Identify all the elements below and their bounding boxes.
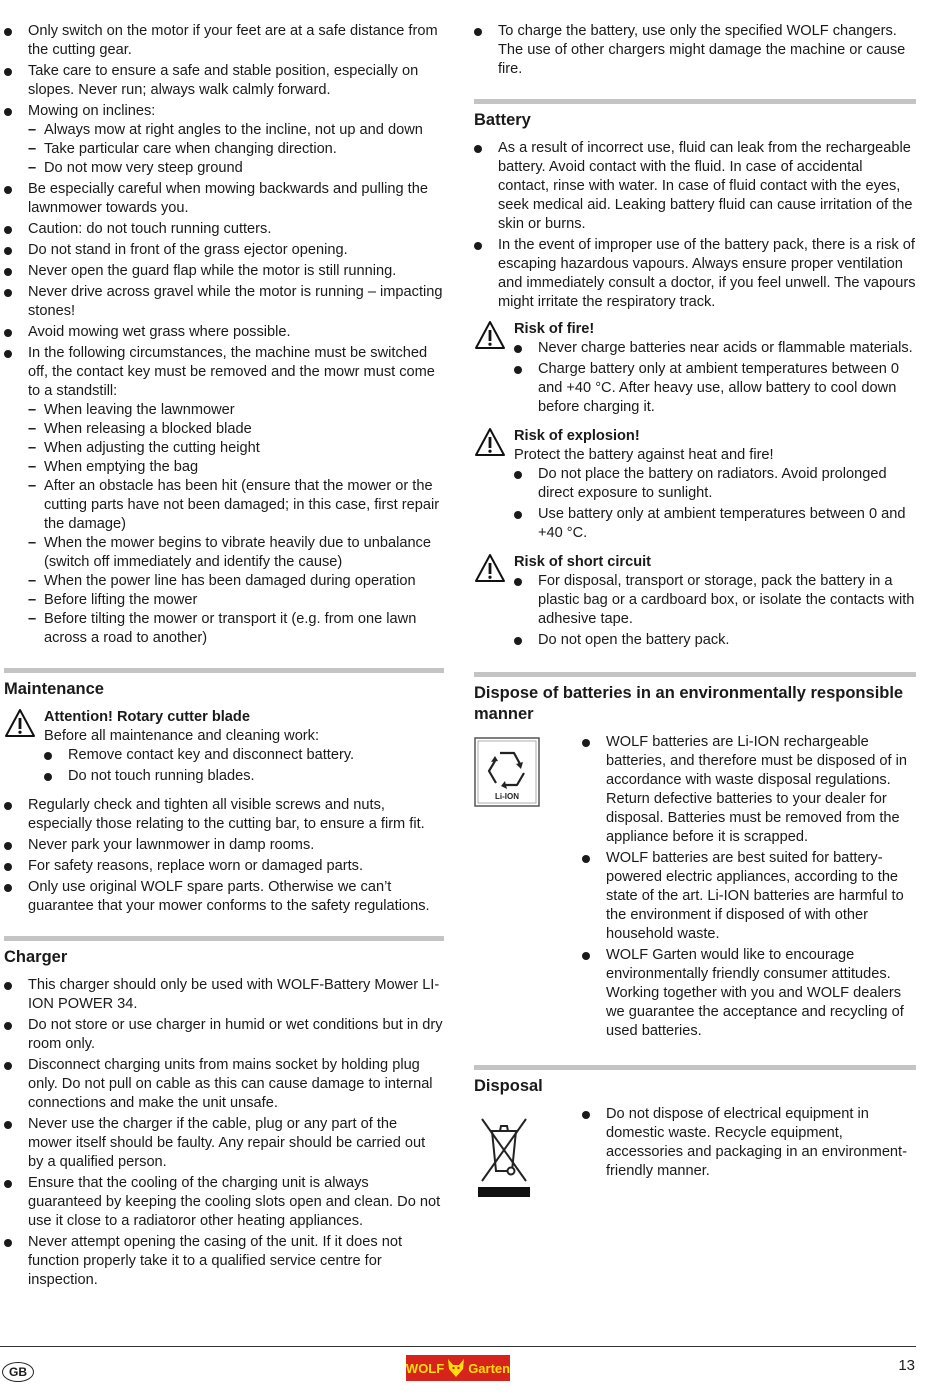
logo-text-left: WOLF [405, 1360, 445, 1376]
list-item: For disposal, transport or storage, pack the battery in a plastic bag or a cardboard box, or isolate the contacts with adhesive tape. [514, 572, 916, 629]
section-divider [474, 99, 916, 104]
left-column [4, 22, 444, 1292]
short-circuit-warning [474, 553, 916, 652]
list-item: Never park your lawnmower in damp rooms. [4, 836, 444, 855]
maintenance-list [4, 796, 444, 916]
disposal-list [582, 1105, 916, 1203]
list-item: Never open the guard flap while the motor is still running. [4, 262, 444, 281]
dispose-batteries-heading: Dispose of batteries in an environmentally responsible manner [474, 684, 904, 723]
warning-title: Risk of fire! [514, 321, 595, 337]
sublist-item: – Before tilting the mower or transport it (e.g. from one lawn across a road to another) [28, 610, 444, 648]
section-divider [474, 1065, 916, 1070]
list-item: Take care to ensure a safe and stable position, especially on slopes. Never run; always walk calmly forward. [4, 62, 444, 100]
list-item: Never charge batteries near acids or flammable materials. [514, 339, 916, 358]
right-column [474, 22, 916, 1205]
sublist-item: – When the mower begins to vibrate heavily due to unbalance (switch off immediately and identify the cause) [28, 534, 444, 572]
list-item: Do not place the battery on radiators. Avoid prolonged direct exposure to sunlight. [514, 465, 916, 503]
list-item: Regularly check and tighten all visible screws and nuts, especially those relating to the cutting bar, to ensure a firm fit. [4, 796, 444, 834]
list-item: Remove contact key and disconnect battery. [44, 746, 444, 765]
fire-warning [474, 320, 916, 419]
list-item: Do not touch running blades. [44, 767, 444, 786]
warning-list [514, 572, 916, 650]
incline-sublist [28, 121, 444, 178]
list-item: Do not open the battery pack. [514, 631, 916, 650]
section-divider [4, 668, 444, 673]
warning-text: Before all maintenance and cleaning work: [44, 728, 320, 744]
list-item: Caution: do not touch running cutters. [4, 220, 444, 239]
dispose-batteries-section [474, 733, 916, 1045]
list-item: Be especially careful when mowing backwards and pulling the lawnmower towards you. [4, 180, 444, 218]
list-item: Never attempt opening the casing of the unit. If it does not function properly take it to a qualified service centre for inspection. [4, 1233, 444, 1290]
warning-triangle-icon [474, 427, 508, 545]
warning-list [44, 746, 444, 786]
list-item: Only use original WOLF spare parts. Otherwise we can’t guarantee that your mower conforms to the safety regulations. [4, 878, 444, 916]
warning-title: Risk of explosion! [514, 428, 640, 444]
warning-list [514, 339, 916, 417]
list-item: Never drive across gravel while the motor is running – impacting stones! [4, 283, 444, 321]
blade-warning [4, 708, 444, 788]
sublist-item: – After an obstacle has been hit (ensure that the mower or the cutting parts have not been damaged; in this case, first repair the damage) [28, 477, 444, 534]
list-item: Only switch on the motor if your feet are at a safe distance from the cutting gear. [4, 22, 444, 60]
list-item: Disconnect charging units from mains socket by holding plug only. Do not pull on cable as this can cause damage to internal connections and make the unit unsafe. [4, 1056, 444, 1113]
sublist-item: – Always mow at right angles to the incline, not up and down [28, 121, 444, 140]
battery-list [474, 139, 916, 312]
logo-text-right: Garten [468, 1360, 511, 1376]
circumstances-sublist [28, 401, 444, 648]
section-divider [4, 936, 444, 941]
explosion-warning [474, 427, 916, 545]
dispose-batteries-list [582, 733, 916, 1043]
sublist-item: – Take particular care when changing direction. [28, 140, 444, 159]
footer-divider [0, 1346, 916, 1347]
section-divider [474, 672, 916, 677]
list-item: WOLF batteries are best suited for battery-powered electric appliances, according to the state of the art. Li-ION batteries are harmful to the environment if disposed of with other household waste. [582, 849, 916, 944]
charger-heading: Charger [4, 948, 68, 966]
warning-text: Protect the battery against heat and fire! [514, 447, 774, 463]
wolf-head-icon [446, 1357, 466, 1379]
disposal-heading: Disposal [474, 1077, 543, 1095]
warning-list [514, 465, 916, 543]
warning-triangle-icon [4, 708, 38, 788]
list-item: As a result of incorrect use, fluid can leak from the rechargeable battery. Avoid contact with the fluid. In case of accidental contact, rinse with water. In case of fluid contact with the eyes, seek medical aid. Leaking battery fluid can cause irritation of the skin or burns. [474, 139, 916, 234]
crossed-bin-icon [474, 1109, 554, 1205]
warning-title: Attention! Rotary cutter blade [44, 709, 250, 725]
sublist-item: – When the power line has been damaged during operation [28, 572, 444, 591]
list-item: This charger should only be used with WOLF-Battery Mower LI-ION POWER 34. [4, 976, 444, 1014]
list-item-circumstances [4, 344, 444, 648]
list-item: Avoid mowing wet grass where possible. [4, 323, 444, 342]
charger-list [4, 976, 444, 1290]
list-item-label: In the following circumstances, the machine must be switched off, the contact key must be removed and the mowr must come to a standstill: [28, 345, 435, 399]
maintenance-heading: Maintenance [4, 680, 104, 698]
list-item: Do not store or use charger in humid or wet conditions but in dry room only. [4, 1016, 444, 1054]
list-item: Use battery only at ambient temperatures between 0 and +40 °C. [514, 505, 916, 543]
warning-title: Risk of short circuit [514, 554, 652, 570]
country-badge: GB [2, 1362, 34, 1382]
disposal-section [474, 1105, 916, 1205]
sublist-item: – When leaving the lawnmower [28, 401, 444, 420]
safety-list [4, 22, 444, 648]
battery-heading: Battery [474, 111, 531, 129]
charger-list-continued [474, 22, 916, 79]
list-item: In the event of improper use of the battery pack, there is a risk of escaping hazardous vapours. Always ensure proper ventilation and immediately consult a doctor, if you feel unwell. The vapours might irritate the respiratory track. [474, 236, 916, 312]
warning-triangle-icon [474, 553, 508, 652]
sublist-item: – When adjusting the cutting height [28, 439, 444, 458]
list-item: Charge battery only at ambient temperatures between 0 and +40 °C. After heavy use, allow battery to cool down before charging it. [514, 360, 916, 417]
icon-label: Li-ION [495, 792, 519, 801]
list-item: For safety reasons, replace worn or damaged parts. [4, 857, 444, 876]
wolf-garten-logo [406, 1355, 510, 1381]
list-item: To charge the battery, use only the specified WOLF changers. The use of other chargers might damage the machine or cause fire. [474, 22, 916, 79]
sublist-item: – Before lifting the mower [28, 591, 444, 610]
sublist-item: – Do not mow very steep ground [28, 159, 444, 178]
recycle-icon [474, 737, 554, 1045]
list-item: Ensure that the cooling of the charging unit is always guaranteed by keeping the cooling slots open and clean. Do not use it close to a radiatoror other heating appliances. [4, 1174, 444, 1231]
list-item: WOLF Garten would like to encourage environmentally friendly consumer attitudes. Working together with you and WOLF dealers we guarantee the acceptance and recycling of used batteries. [582, 946, 916, 1041]
list-item-inclines [4, 102, 444, 178]
sublist-item: – When releasing a blocked blade [28, 420, 444, 439]
list-item-label: Mowing on inclines: [28, 103, 156, 119]
warning-triangle-icon [474, 320, 508, 419]
page-number: 13 [898, 1357, 915, 1374]
sublist-item: – When emptying the bag [28, 458, 444, 477]
list-item: Do not dispose of electrical equipment in domestic waste. Recycle equipment, accessories and packaging in an environment-friendly manner. [582, 1105, 916, 1181]
list-item: Do not stand in front of the grass ejector opening. [4, 241, 444, 260]
list-item: WOLF batteries are Li-ION rechargeable batteries, and therefore must be disposed of in accordance with waste disposal regulations. Return defective batteries to your dealer for disposal. Batteries must be removed from the appliance before it is scrapped. [582, 733, 916, 847]
list-item: Never use the charger if the cable, plug or any part of the mower itself should be faulty. Any repair should be carried out by a qualified person. [4, 1115, 444, 1172]
